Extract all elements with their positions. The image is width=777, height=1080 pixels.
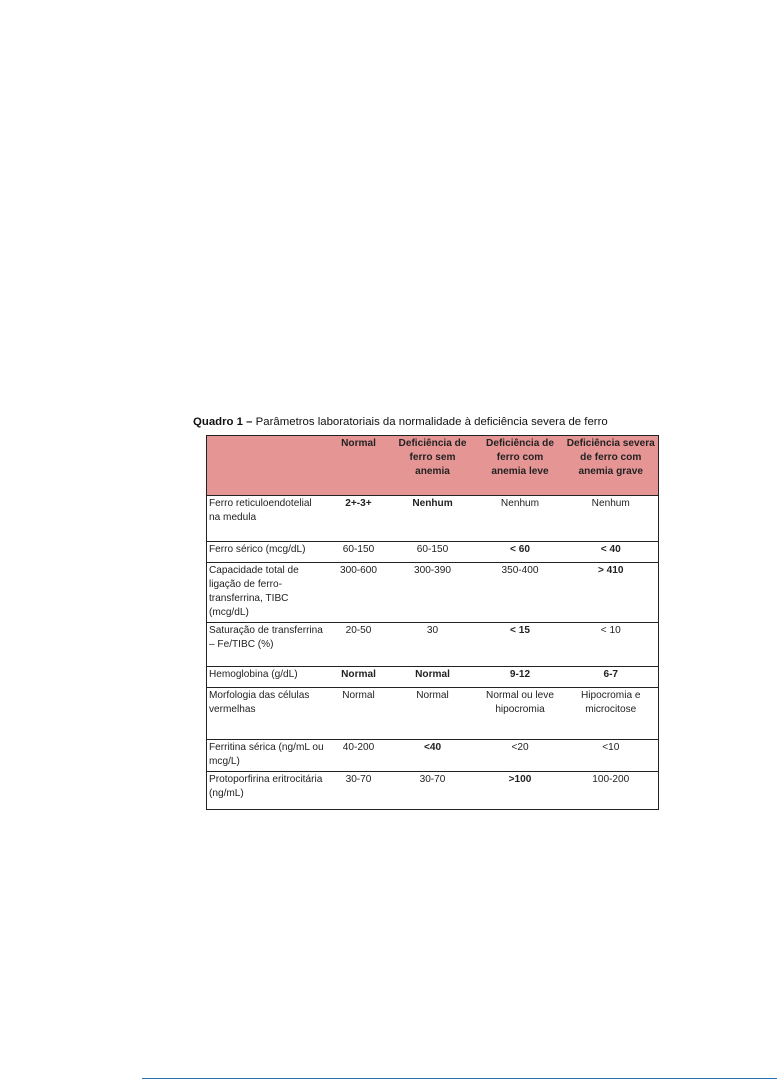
table-cell: < 15 <box>510 625 530 636</box>
table-row <box>207 772 659 810</box>
table-cell: 20-50 <box>345 625 372 636</box>
header-cell-normal: Normal <box>329 436 389 496</box>
caption-label: Quadro 1 – <box>193 416 253 428</box>
caption-text: Parâmetros laboratoriais da normalidade à deficiência severa de ferro <box>252 416 608 428</box>
table-cell: Normal <box>415 669 450 680</box>
lab-parameters-table <box>206 435 659 810</box>
table-cell: 30-70 <box>345 774 372 785</box>
table-cell: 300-390 <box>413 565 452 576</box>
table-cell: Normal <box>341 669 376 680</box>
table-row <box>207 563 659 623</box>
table-cell: Normal <box>342 690 375 701</box>
table-cell: <20 <box>511 742 529 753</box>
table-row <box>207 667 659 688</box>
table-cell: < 40 <box>600 544 621 555</box>
table-cell: 9-12 <box>509 669 531 680</box>
row-label: Hemoglobina (g/dL) <box>209 669 298 680</box>
table-cell: Normal <box>416 690 449 701</box>
table-cell: < 60 <box>510 544 530 555</box>
table-cell: > 410 <box>597 565 624 576</box>
table-row <box>207 740 659 772</box>
table-cell: Nenhum <box>500 498 540 509</box>
table-cell: 40-200 <box>342 742 375 753</box>
table-row <box>207 542 659 563</box>
table-caption <box>193 415 663 429</box>
table-cell: Hipocromia e microcitose <box>581 690 641 715</box>
table-header-row <box>207 436 659 496</box>
table-row <box>207 496 659 542</box>
table-cell: 30 <box>426 625 439 636</box>
table-cell: Normal ou leve hipocromia <box>486 690 554 715</box>
row-label: Protoporfirina eritrocitária (ng/mL) <box>209 774 323 799</box>
table-cell: < 10 <box>600 625 621 636</box>
header-cell-severe-deficiency: Deficiência severa de ferro com anemia grave <box>564 436 659 496</box>
table-cell: <40 <box>423 742 442 753</box>
table-cell: >100 <box>508 774 532 785</box>
table-cell: 60-150 <box>342 544 375 555</box>
table-cell: 100-200 <box>592 774 630 785</box>
row-label: Morfologia das células vermelhas <box>209 690 310 715</box>
table-cell: 60-150 <box>416 544 449 555</box>
table-cell: <10 <box>602 742 620 753</box>
table-cell: Nenhum <box>412 498 453 509</box>
table-cell: Nenhum <box>591 498 630 509</box>
table-cell: 350-400 <box>501 565 539 576</box>
footer-divider <box>142 1078 777 1079</box>
row-label: Capacidade total de ligação de ferro-transferrina, TIBC (mcg/dL) <box>209 565 299 618</box>
table-row <box>207 623 659 667</box>
header-cell-deficiency-no-anemia: Deficiência de ferro sem anemia <box>389 436 477 496</box>
table-cell: 300-600 <box>339 565 378 576</box>
header-cell-deficiency-mild-anemia: Deficiência de ferro com anemia leve <box>477 436 564 496</box>
table-row <box>207 688 659 740</box>
row-label: Ferritina sérica (ng/mL ou mcg/L) <box>209 742 324 767</box>
header-cell-empty <box>207 436 329 496</box>
row-label: Saturação de transferrina – Fe/TIBC (%) <box>209 625 323 650</box>
table-cell: 30-70 <box>419 774 446 785</box>
row-label: Ferro reticuloendotelial na medula <box>209 498 312 523</box>
row-label: Ferro sérico (mcg/dL) <box>209 544 306 555</box>
table-cell: 6-7 <box>603 669 619 680</box>
table-cell: 2+-3+ <box>345 498 372 509</box>
